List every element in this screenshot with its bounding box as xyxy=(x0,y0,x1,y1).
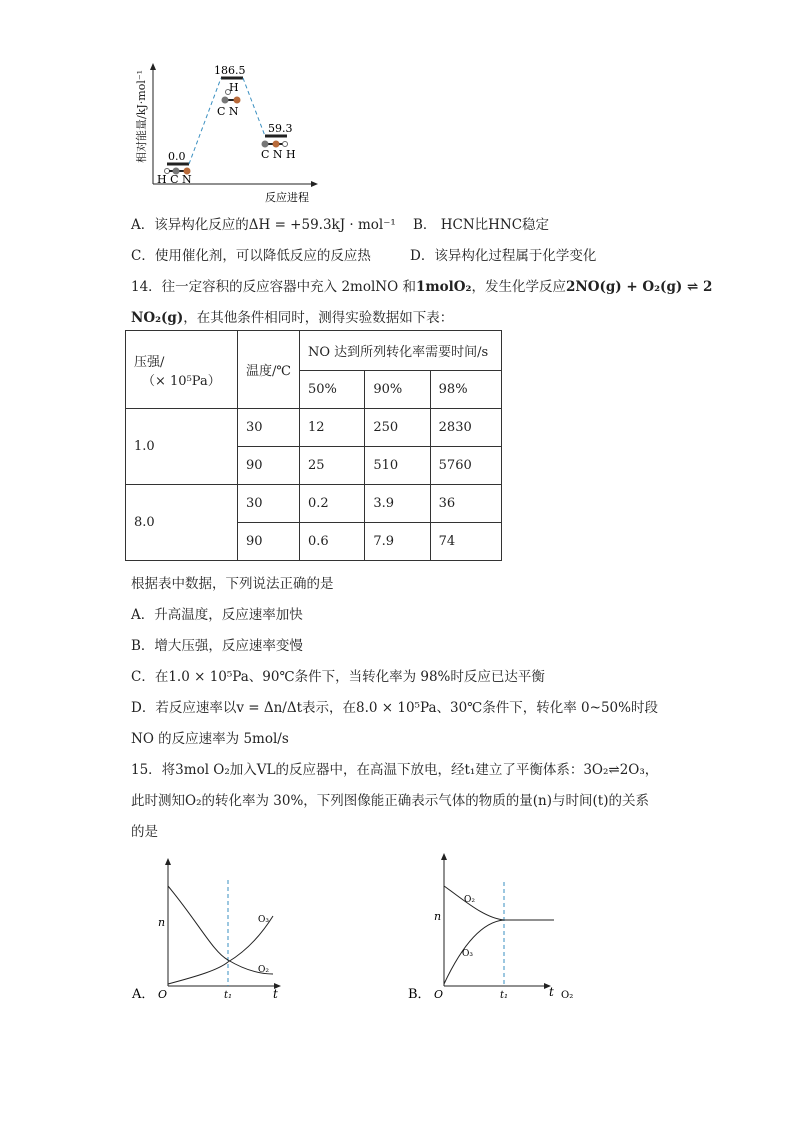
cell-time: 25 xyxy=(300,447,365,485)
cell-time: 3.9 xyxy=(365,485,430,523)
q14-option-c: C．在1.0 × 10⁵Pa、90℃条件下，当转化率为 98%时反应已达平衡 xyxy=(131,669,545,685)
q14-option-a: A．升高温度，反应速率加快 xyxy=(131,607,303,623)
header-pressure-unit: （× 10⁵Pa） xyxy=(142,373,221,389)
graph-a-x-label: t xyxy=(273,987,278,1001)
cell-time: 5760 xyxy=(430,447,501,485)
header-pressure: 压强/ xyxy=(134,354,165,370)
q14-option-d-line2: NO 的反应速率为 5mol/s xyxy=(131,731,289,747)
q14-prompt: 根据表中数据，下列说法正确的是 xyxy=(131,576,334,592)
y-axis-label: 相对能量/kJ·mol⁻¹ xyxy=(135,69,148,163)
q15-stem-line1: 15．将3mol O₂加入VL的反应器中，在高温下放电，经t₁建立了平衡体系：3O₂⇌2O₃， xyxy=(131,762,659,778)
q13-option-d: D．该异构化过程属于化学变化 xyxy=(410,248,597,264)
cell-temp: 30 xyxy=(238,409,300,447)
q15-stem-line3: 的是 xyxy=(131,824,158,840)
q14-stem-line1: 14．往一定容积的反应容器中充入 2molNO 和1molO₂，发生化学反应2NO(g) + O₂(g) ⇌ 2 xyxy=(131,279,713,295)
table-row xyxy=(126,485,502,523)
graph-b-x-label: t xyxy=(549,985,554,999)
level-1-species-top: H xyxy=(229,81,239,94)
graph-b-y-label: n xyxy=(434,910,442,923)
cell-time: 0.6 xyxy=(300,523,365,561)
cell-time: 74 xyxy=(430,523,501,561)
graph-a-origin: O xyxy=(158,988,168,1001)
level-2-species: C N H xyxy=(261,148,296,161)
energy-diagram xyxy=(125,58,325,208)
cell-pressure: 8.0 xyxy=(126,485,238,561)
graph-b-label-o3: O₃ xyxy=(462,949,473,959)
level-0-value: 0.0 xyxy=(168,150,186,163)
graph-b-origin: O xyxy=(434,988,444,1001)
cell-temp: 90 xyxy=(238,523,300,561)
cell-time: 12 xyxy=(300,409,365,447)
cell-time: 250 xyxy=(365,409,430,447)
header-pct: 90% xyxy=(365,371,430,409)
graph-b-option: B． xyxy=(408,987,431,1002)
x-axis-label: 反应进程 xyxy=(265,191,309,204)
header-temperature: 温度/℃ xyxy=(238,331,300,409)
cell-time: 2830 xyxy=(430,409,501,447)
graph-b xyxy=(404,852,584,1002)
graph-b-extra: O₂ xyxy=(561,990,574,1001)
graph-a-option: A． xyxy=(132,987,155,1002)
header-pct: 98% xyxy=(430,371,501,409)
level-1-value: 186.5 xyxy=(214,64,246,77)
graph-b-label-o2: O₂ xyxy=(464,895,475,905)
level-1-species-bottom: C N xyxy=(217,105,239,118)
graph-b-curve-o3 xyxy=(444,920,504,984)
cell-time: 7.9 xyxy=(365,523,430,561)
graph-a-curve-o2 xyxy=(168,886,273,974)
table-row xyxy=(126,409,502,447)
q13-option-c: C．使用催化剂，可以降低反应的反应热 xyxy=(131,248,371,264)
graph-a-label-o3: O₃ xyxy=(258,915,269,925)
graph-b-curve-o2 xyxy=(444,886,554,920)
q15-stem-line2: 此时测知O₂的转化率为 30%，下列图像能正确表示气体的物质的量(n)与时间(t)的关系 xyxy=(131,793,649,809)
cell-pressure: 1.0 xyxy=(126,409,238,485)
graph-b-t1: t₁ xyxy=(500,990,509,1001)
graph-a-label-o2: O₂ xyxy=(258,965,269,975)
graph-a xyxy=(128,852,288,1002)
q14-option-d-line1: D．若反应速率以v = Δn/Δt表示，在8.0 × 10⁵Pa、30℃条件下，转化率 0~50%时段 xyxy=(131,700,658,716)
q13-option-a: A．该异构化反应的ΔH = +59.3kJ · mol⁻¹ xyxy=(131,217,396,233)
q14-stem-line2: NO₂(g)，在其他条件相同时，测得实验数据如下表： xyxy=(131,310,454,326)
cell-temp: 90 xyxy=(238,447,300,485)
graph-a-t1: t₁ xyxy=(224,990,233,1001)
cell-time: 36 xyxy=(430,485,501,523)
level-0-species: H C N xyxy=(157,173,192,186)
cell-time: 510 xyxy=(365,447,430,485)
experiment-table xyxy=(125,330,502,561)
header-time: NO 达到所列转化率需要时间/s xyxy=(300,331,502,371)
level-2-value: 59.3 xyxy=(268,122,293,135)
cell-temp: 30 xyxy=(238,485,300,523)
graph-a-y-label: n xyxy=(158,916,166,929)
q14-option-b: B．增大压强，反应速率变慢 xyxy=(131,638,303,654)
cell-time: 0.2 xyxy=(300,485,365,523)
q13-option-b: B． HCN比HNC稳定 xyxy=(413,217,550,233)
header-pct: 50% xyxy=(300,371,365,409)
